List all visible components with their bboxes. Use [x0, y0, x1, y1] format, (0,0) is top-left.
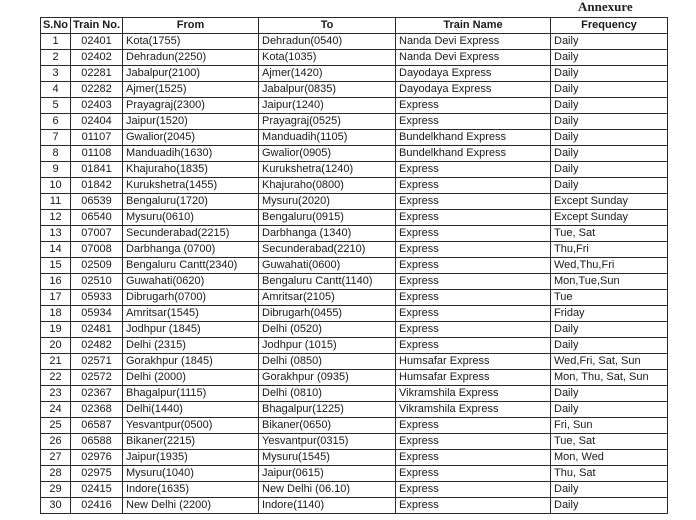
cell-train-name: Humsafar Express	[396, 354, 551, 370]
table-header-row	[41, 18, 668, 34]
cell-from: Mysuru(1040)	[123, 466, 259, 482]
cell-train-name: Express	[396, 306, 551, 322]
cell-from: Gorakhpur (1845)	[123, 354, 259, 370]
table-row	[41, 226, 668, 242]
cell-to: Delhi (0850)	[259, 354, 396, 370]
cell-train-name: Vikramshila Express	[396, 402, 551, 418]
cell-sno: 18	[41, 306, 71, 322]
cell-train-no: 06539	[71, 194, 123, 210]
cell-from: Guwahati(0620)	[123, 274, 259, 290]
cell-train-name: Express	[396, 418, 551, 434]
cell-train-name: Express	[396, 290, 551, 306]
cell-to: Khajuraho(0800)	[259, 178, 396, 194]
cell-from: Dibrugarh(0700)	[123, 290, 259, 306]
header-train-no: Train No.	[71, 18, 123, 34]
cell-train-no: 02404	[71, 114, 123, 130]
cell-frequency: Daily	[551, 66, 668, 82]
cell-frequency: Thu, Sat	[551, 466, 668, 482]
table-row	[41, 258, 668, 274]
table-row	[41, 178, 668, 194]
cell-train-name: Express	[396, 322, 551, 338]
cell-to: Delhi (0520)	[259, 322, 396, 338]
cell-sno: 21	[41, 354, 71, 370]
cell-train-name: Express	[396, 98, 551, 114]
cell-sno: 24	[41, 402, 71, 418]
table-row	[41, 482, 668, 498]
table-row	[41, 386, 668, 402]
cell-from: Bikaner(2215)	[123, 434, 259, 450]
cell-from: Yesvantpur(0500)	[123, 418, 259, 434]
cell-frequency: Daily	[551, 34, 668, 50]
cell-train-no: 02481	[71, 322, 123, 338]
cell-from: Ajmer(1525)	[123, 82, 259, 98]
cell-train-name: Express	[396, 466, 551, 482]
cell-frequency: Daily	[551, 338, 668, 354]
cell-sno: 22	[41, 370, 71, 386]
cell-frequency: Mon, Thu, Sat, Sun	[551, 370, 668, 386]
cell-from: Prayagraj(2300)	[123, 98, 259, 114]
train-schedule-table	[40, 17, 668, 514]
cell-to: Jabalpur(0835)	[259, 82, 396, 98]
cell-from: Jabalpur(2100)	[123, 66, 259, 82]
cell-from: Delhi(1440)	[123, 402, 259, 418]
cell-to: Mysuru(1545)	[259, 450, 396, 466]
cell-train-no: 01108	[71, 146, 123, 162]
cell-train-no: 02282	[71, 82, 123, 98]
cell-to: Mysuru(2020)	[259, 194, 396, 210]
cell-sno: 19	[41, 322, 71, 338]
cell-frequency: Daily	[551, 162, 668, 178]
table-row	[41, 274, 668, 290]
cell-train-no: 02509	[71, 258, 123, 274]
cell-to: Manduadih(1105)	[259, 130, 396, 146]
table-row	[41, 402, 668, 418]
cell-sno: 2	[41, 50, 71, 66]
cell-train-no: 01841	[71, 162, 123, 178]
cell-train-no: 02572	[71, 370, 123, 386]
cell-train-no: 01107	[71, 130, 123, 146]
cell-frequency: Thu,Fri	[551, 242, 668, 258]
cell-frequency: Daily	[551, 386, 668, 402]
cell-frequency: Tue, Sat	[551, 434, 668, 450]
cell-train-no: 02367	[71, 386, 123, 402]
cell-frequency: Daily	[551, 82, 668, 98]
cell-frequency: Friday	[551, 306, 668, 322]
cell-train-no: 02402	[71, 50, 123, 66]
cell-from: Kurukshetra(1455)	[123, 178, 259, 194]
cell-train-name: Express	[396, 114, 551, 130]
cell-to: Bikaner(0650)	[259, 418, 396, 434]
cell-from: Khajuraho(1835)	[123, 162, 259, 178]
cell-frequency: Fri, Sun	[551, 418, 668, 434]
cell-from: Jodhpur (1845)	[123, 322, 259, 338]
cell-from: Darbhanga (0700)	[123, 242, 259, 258]
cell-from: Bengaluru(1720)	[123, 194, 259, 210]
cell-from: Jaipur(1520)	[123, 114, 259, 130]
cell-to: Kota(1035)	[259, 50, 396, 66]
cell-sno: 30	[41, 498, 71, 514]
header-train-name: Train Name	[396, 18, 551, 34]
cell-sno: 20	[41, 338, 71, 354]
table-row	[41, 466, 668, 482]
cell-sno: 13	[41, 226, 71, 242]
cell-to: Prayagraj(0525)	[259, 114, 396, 130]
cell-frequency: Daily	[551, 98, 668, 114]
cell-sno: 29	[41, 482, 71, 498]
cell-train-no: 02415	[71, 482, 123, 498]
cell-train-name: Express	[396, 338, 551, 354]
cell-to: Bhagalpur(1225)	[259, 402, 396, 418]
cell-frequency: Daily	[551, 50, 668, 66]
cell-train-no: 05933	[71, 290, 123, 306]
cell-from: Dehradun(2250)	[123, 50, 259, 66]
cell-train-name: Express	[396, 450, 551, 466]
cell-frequency: Tue	[551, 290, 668, 306]
table-row	[41, 98, 668, 114]
cell-train-no: 02281	[71, 66, 123, 82]
cell-train-no: 02401	[71, 34, 123, 50]
cell-to: Ajmer(1420)	[259, 66, 396, 82]
cell-to: Jodhpur (1015)	[259, 338, 396, 354]
cell-train-no: 06540	[71, 210, 123, 226]
cell-to: Delhi (0810)	[259, 386, 396, 402]
table-row	[41, 418, 668, 434]
table-body	[41, 34, 668, 514]
cell-sno: 5	[41, 98, 71, 114]
cell-train-name: Nanda Devi Express	[396, 34, 551, 50]
cell-to: Darbhanga (1340)	[259, 226, 396, 242]
cell-from: New Delhi (2200)	[123, 498, 259, 514]
cell-sno: 7	[41, 130, 71, 146]
cell-frequency: Daily	[551, 178, 668, 194]
cell-train-no: 02976	[71, 450, 123, 466]
cell-from: Indore(1635)	[123, 482, 259, 498]
cell-train-name: Express	[396, 434, 551, 450]
cell-train-name: Express	[396, 242, 551, 258]
cell-frequency: Mon,Tue,Sun	[551, 274, 668, 290]
cell-train-no: 05934	[71, 306, 123, 322]
cell-train-name: Humsafar Express	[396, 370, 551, 386]
cell-frequency: Tue, Sat	[551, 226, 668, 242]
table-row	[41, 450, 668, 466]
cell-train-name: Dayodaya Express	[396, 66, 551, 82]
cell-train-name: Bundelkhand Express	[396, 146, 551, 162]
cell-frequency: Wed,Fri, Sat, Sun	[551, 354, 668, 370]
cell-train-name: Express	[396, 482, 551, 498]
cell-train-no: 07007	[71, 226, 123, 242]
cell-from: Gwalior(2045)	[123, 130, 259, 146]
table-row	[41, 370, 668, 386]
cell-train-name: Express	[396, 274, 551, 290]
cell-from: Kota(1755)	[123, 34, 259, 50]
annexure-label: Annexure	[578, 0, 633, 14]
cell-sno: 9	[41, 162, 71, 178]
header-sno: S.No	[41, 18, 71, 34]
cell-train-name: Vikramshila Express	[396, 386, 551, 402]
table-row	[41, 194, 668, 210]
table-row	[41, 146, 668, 162]
header-to: To	[259, 18, 396, 34]
cell-train-no: 01842	[71, 178, 123, 194]
cell-sno: 14	[41, 242, 71, 258]
cell-sno: 17	[41, 290, 71, 306]
cell-sno: 26	[41, 434, 71, 450]
cell-to: Dehradun(0540)	[259, 34, 396, 50]
cell-train-name: Express	[396, 210, 551, 226]
table-row	[41, 66, 668, 82]
cell-train-no: 07008	[71, 242, 123, 258]
cell-to: Secunderabad(2210)	[259, 242, 396, 258]
cell-sno: 6	[41, 114, 71, 130]
table-row	[41, 434, 668, 450]
cell-train-name: Express	[396, 178, 551, 194]
table-row	[41, 306, 668, 322]
cell-train-name: Express	[396, 162, 551, 178]
cell-train-no: 02403	[71, 98, 123, 114]
cell-train-name: Express	[396, 226, 551, 242]
cell-sno: 28	[41, 466, 71, 482]
cell-frequency: Daily	[551, 146, 668, 162]
cell-train-no: 06587	[71, 418, 123, 434]
cell-to: Dibrugarh(0455)	[259, 306, 396, 322]
cell-from: Jaipur(1935)	[123, 450, 259, 466]
cell-train-name: Express	[396, 258, 551, 274]
cell-frequency: Mon, Wed	[551, 450, 668, 466]
table-row	[41, 82, 668, 98]
cell-sno: 3	[41, 66, 71, 82]
header-frequency: Frequency	[551, 18, 668, 34]
cell-to: Guwahati(0600)	[259, 258, 396, 274]
cell-sno: 16	[41, 274, 71, 290]
cell-from: Delhi (2315)	[123, 338, 259, 354]
cell-sno: 8	[41, 146, 71, 162]
cell-train-no: 02975	[71, 466, 123, 482]
cell-to: Kurukshetra(1240)	[259, 162, 396, 178]
cell-sno: 12	[41, 210, 71, 226]
cell-to: Gorakhpur (0935)	[259, 370, 396, 386]
cell-sno: 15	[41, 258, 71, 274]
table-row	[41, 242, 668, 258]
cell-to: Bengaluru Cantt(1140)	[259, 274, 396, 290]
cell-from: Amritsar(1545)	[123, 306, 259, 322]
cell-frequency: Except Sunday	[551, 210, 668, 226]
cell-train-no: 06588	[71, 434, 123, 450]
table-row	[41, 498, 668, 514]
cell-sno: 4	[41, 82, 71, 98]
cell-from: Manduadih(1630)	[123, 146, 259, 162]
cell-from: Mysuru(0610)	[123, 210, 259, 226]
cell-frequency: Except Sunday	[551, 194, 668, 210]
table-row	[41, 210, 668, 226]
cell-frequency: Daily	[551, 498, 668, 514]
table-row	[41, 50, 668, 66]
cell-to: Gwalior(0905)	[259, 146, 396, 162]
cell-to: Bengaluru(0915)	[259, 210, 396, 226]
table-row	[41, 290, 668, 306]
cell-train-no: 02510	[71, 274, 123, 290]
cell-to: Jaipur(1240)	[259, 98, 396, 114]
cell-train-name: Bundelkhand Express	[396, 130, 551, 146]
cell-to: Indore(1140)	[259, 498, 396, 514]
cell-sno: 27	[41, 450, 71, 466]
cell-sno: 23	[41, 386, 71, 402]
cell-frequency: Daily	[551, 114, 668, 130]
cell-frequency: Daily	[551, 322, 668, 338]
table-row	[41, 34, 668, 50]
cell-from: Secunderabad(2215)	[123, 226, 259, 242]
header-from: From	[123, 18, 259, 34]
cell-train-no: 02416	[71, 498, 123, 514]
cell-from: Bengaluru Cantt(2340)	[123, 258, 259, 274]
cell-train-no: 02571	[71, 354, 123, 370]
cell-to: New Delhi (06.10)	[259, 482, 396, 498]
cell-train-no: 02368	[71, 402, 123, 418]
cell-sno: 25	[41, 418, 71, 434]
table-row	[41, 114, 668, 130]
table-row	[41, 322, 668, 338]
cell-train-name: Express	[396, 194, 551, 210]
table-row	[41, 162, 668, 178]
table-row	[41, 354, 668, 370]
table-row	[41, 130, 668, 146]
cell-train-name: Express	[396, 498, 551, 514]
cell-frequency: Daily	[551, 482, 668, 498]
cell-frequency: Wed,Thu,Fri	[551, 258, 668, 274]
cell-from: Delhi (2000)	[123, 370, 259, 386]
cell-frequency: Daily	[551, 130, 668, 146]
cell-train-no: 02482	[71, 338, 123, 354]
cell-frequency: Daily	[551, 402, 668, 418]
cell-to: Jaipur(0615)	[259, 466, 396, 482]
cell-train-name: Dayodaya Express	[396, 82, 551, 98]
cell-train-name: Nanda Devi Express	[396, 50, 551, 66]
cell-to: Yesvantpur(0315)	[259, 434, 396, 450]
table-row	[41, 338, 668, 354]
cell-from: Bhagalpur(1115)	[123, 386, 259, 402]
cell-to: Amritsar(2105)	[259, 290, 396, 306]
cell-sno: 11	[41, 194, 71, 210]
cell-sno: 1	[41, 34, 71, 50]
cell-sno: 10	[41, 178, 71, 194]
